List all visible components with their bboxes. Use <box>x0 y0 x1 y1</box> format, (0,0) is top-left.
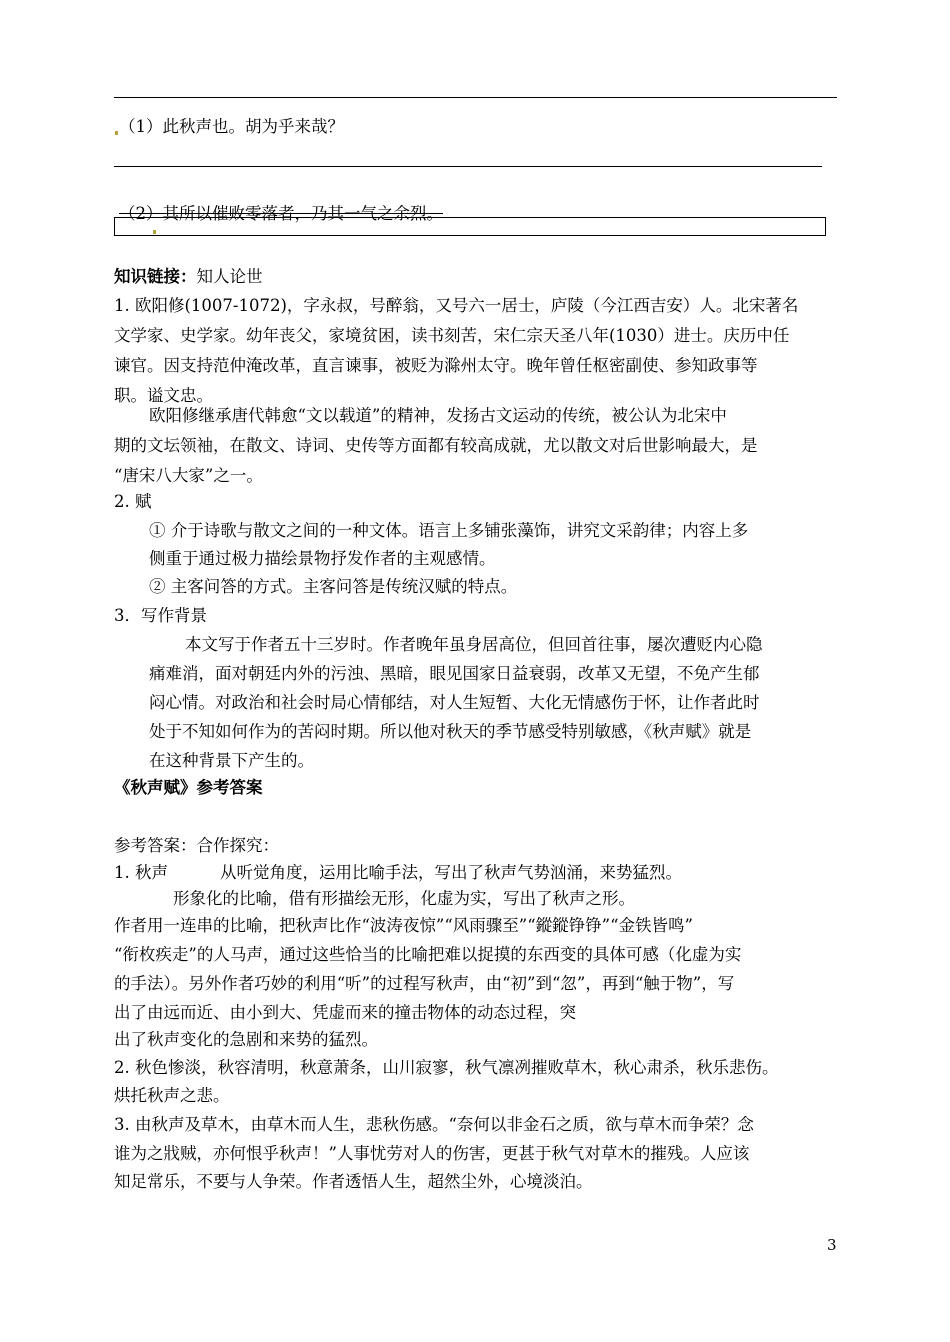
background-line-3: 闷心情。对政治和社会时局心情郁结，对人生短暂、大化无情感伤于怀，让作者此时 <box>149 693 760 712</box>
answers-intro: 参考答案：合作探究： <box>114 836 279 855</box>
background-line-5: 在这种背景下产生的。 <box>149 751 314 770</box>
answer-1-detail-1: 作者用一连串的比喻，把秋声比作“波涛夜惊”“风雨骤至”“鏦鏦铮铮”“金铁皆鸣” <box>114 916 693 935</box>
question-2: （2）其所以催败零落者，乃其一气之余烈。 <box>119 204 443 223</box>
answer-1-detail-4: 出了由远而近、由小到大、凭虚而来的撞击物体的动态过程，突 <box>114 1003 576 1022</box>
background-line-4: 处于不知如何作为的苦闷时期。所以他对秋天的季节感受特别敏感，《秋声赋》就是 <box>149 722 752 741</box>
top-rule <box>114 97 837 98</box>
answer-1-line-2: 形象化的比喻，借有形描绘无形，化虚为实，写出了秋声之形。 <box>173 889 635 908</box>
answer-2-line-1: 2. 秋色惨淡，秋容清明，秋意萧条，山川寂寥，秋气凛冽摧败草木，秋心肃杀，秋乐悲伤。 <box>114 1058 779 1077</box>
bio-line-3: 谏官。因支持范仲淹改革，直言谏事，被贬为滁州太守。晚年曾任枢密副使、参知政事等 <box>114 356 758 375</box>
bio-line-4: 职。谥文忠。 <box>114 386 213 405</box>
background-line-2: 痛难消，面对朝廷内外的污浊、黑暗，眼见国家日益衰弱，改革又无望，不免产生郁 <box>149 664 760 683</box>
answer-1-detail-5: 出了秋声变化的急剧和来势的猛烈。 <box>114 1030 378 1049</box>
answer-line-1 <box>114 166 822 167</box>
answer-box <box>114 217 826 236</box>
page-number: 3 <box>827 1236 837 1254</box>
answer-1-text: 从听觉角度，运用比喻手法，写出了秋声气势汹涌，来势猛烈。 <box>220 863 682 882</box>
answer-3-line-2: 谁为之戕贼，亦何恨乎秋声！”人事忧劳对人的伤害，更甚于秋气对草木的摧残。人应该 <box>114 1144 750 1163</box>
background-line-1: 本文写于作者五十三岁时。作者晚年虽身居高位，但回首往事，屡次遭贬内心隐 <box>185 635 763 654</box>
knowledge-heading <box>114 262 263 292</box>
legacy-line-2: 期的文坛领袖，在散文、诗词、史传等方面都有较高成就，尤以散文对后世影响最大，是 <box>114 436 758 455</box>
legacy-line-3: “唐宋八大家”之一。 <box>114 466 263 485</box>
text-mark <box>153 230 156 234</box>
bio-line-1: 1. 欧阳修(1007-1072)，字永叔，号醉翁，又号六一居士，庐陵（今江西吉安）人。北宋著名 <box>114 296 799 315</box>
knowledge-heading-label: 知识链接： <box>114 267 197 286</box>
fu-title: 2. 赋 <box>114 492 152 511</box>
fu-line-1: ① 介于诗歌与散文之间的一种文体。语言上多铺张藻饰，讲究文采韵律；内容上多 <box>149 521 749 540</box>
answer-1-label: 1. 秋声 <box>114 863 168 882</box>
text-mark <box>115 131 118 135</box>
knowledge-heading-topic: 知人论世 <box>196 267 263 286</box>
answer-3-line-3: 知足常乐，不要与人争荣。作者透悟人生，超然尘外，心境淡泊。 <box>114 1172 593 1191</box>
answers-title: 《秋声赋》参考答案 <box>114 778 263 797</box>
question-1: （1）此秋声也。胡为乎来哉？ <box>119 117 344 136</box>
answer-3-line-1: 3. 由秋声及草木，由草木而人生，悲秋伤感。“奈何以非金石之质，欲与草木而争荣？念 <box>114 1115 754 1134</box>
answer-2-line-2: 烘托秋声之悲。 <box>114 1086 230 1105</box>
background-title: 3．写作背景 <box>114 606 207 625</box>
answer-1-detail-3: 的手法）。另外作者巧妙的利用“听”的过程写秋声，由“初”到“忽”，再到“触于物”，写 <box>114 974 735 993</box>
answer-1-detail-2: “衔枚疾走”的人马声，通过这些恰当的比喻把难以捉摸的东西变的具体可感（化虚为实 <box>114 945 742 964</box>
legacy-line-1: 欧阳修继承唐代韩愈“文以载道”的精神，发扬古文运动的传统，被公认为北宋中 <box>149 406 727 425</box>
bio-line-2: 文学家、史学家。幼年丧父，家境贫困，读书刻苦，宋仁宗天圣八年(1030）进士。庆历中任 <box>114 326 790 345</box>
fu-line-2: 侧重于通过极力描绘景物抒发作者的主观感情。 <box>149 549 496 568</box>
fu-line-3: ② 主客问答的方式。主客问答是传统汉赋的特点。 <box>149 577 518 596</box>
